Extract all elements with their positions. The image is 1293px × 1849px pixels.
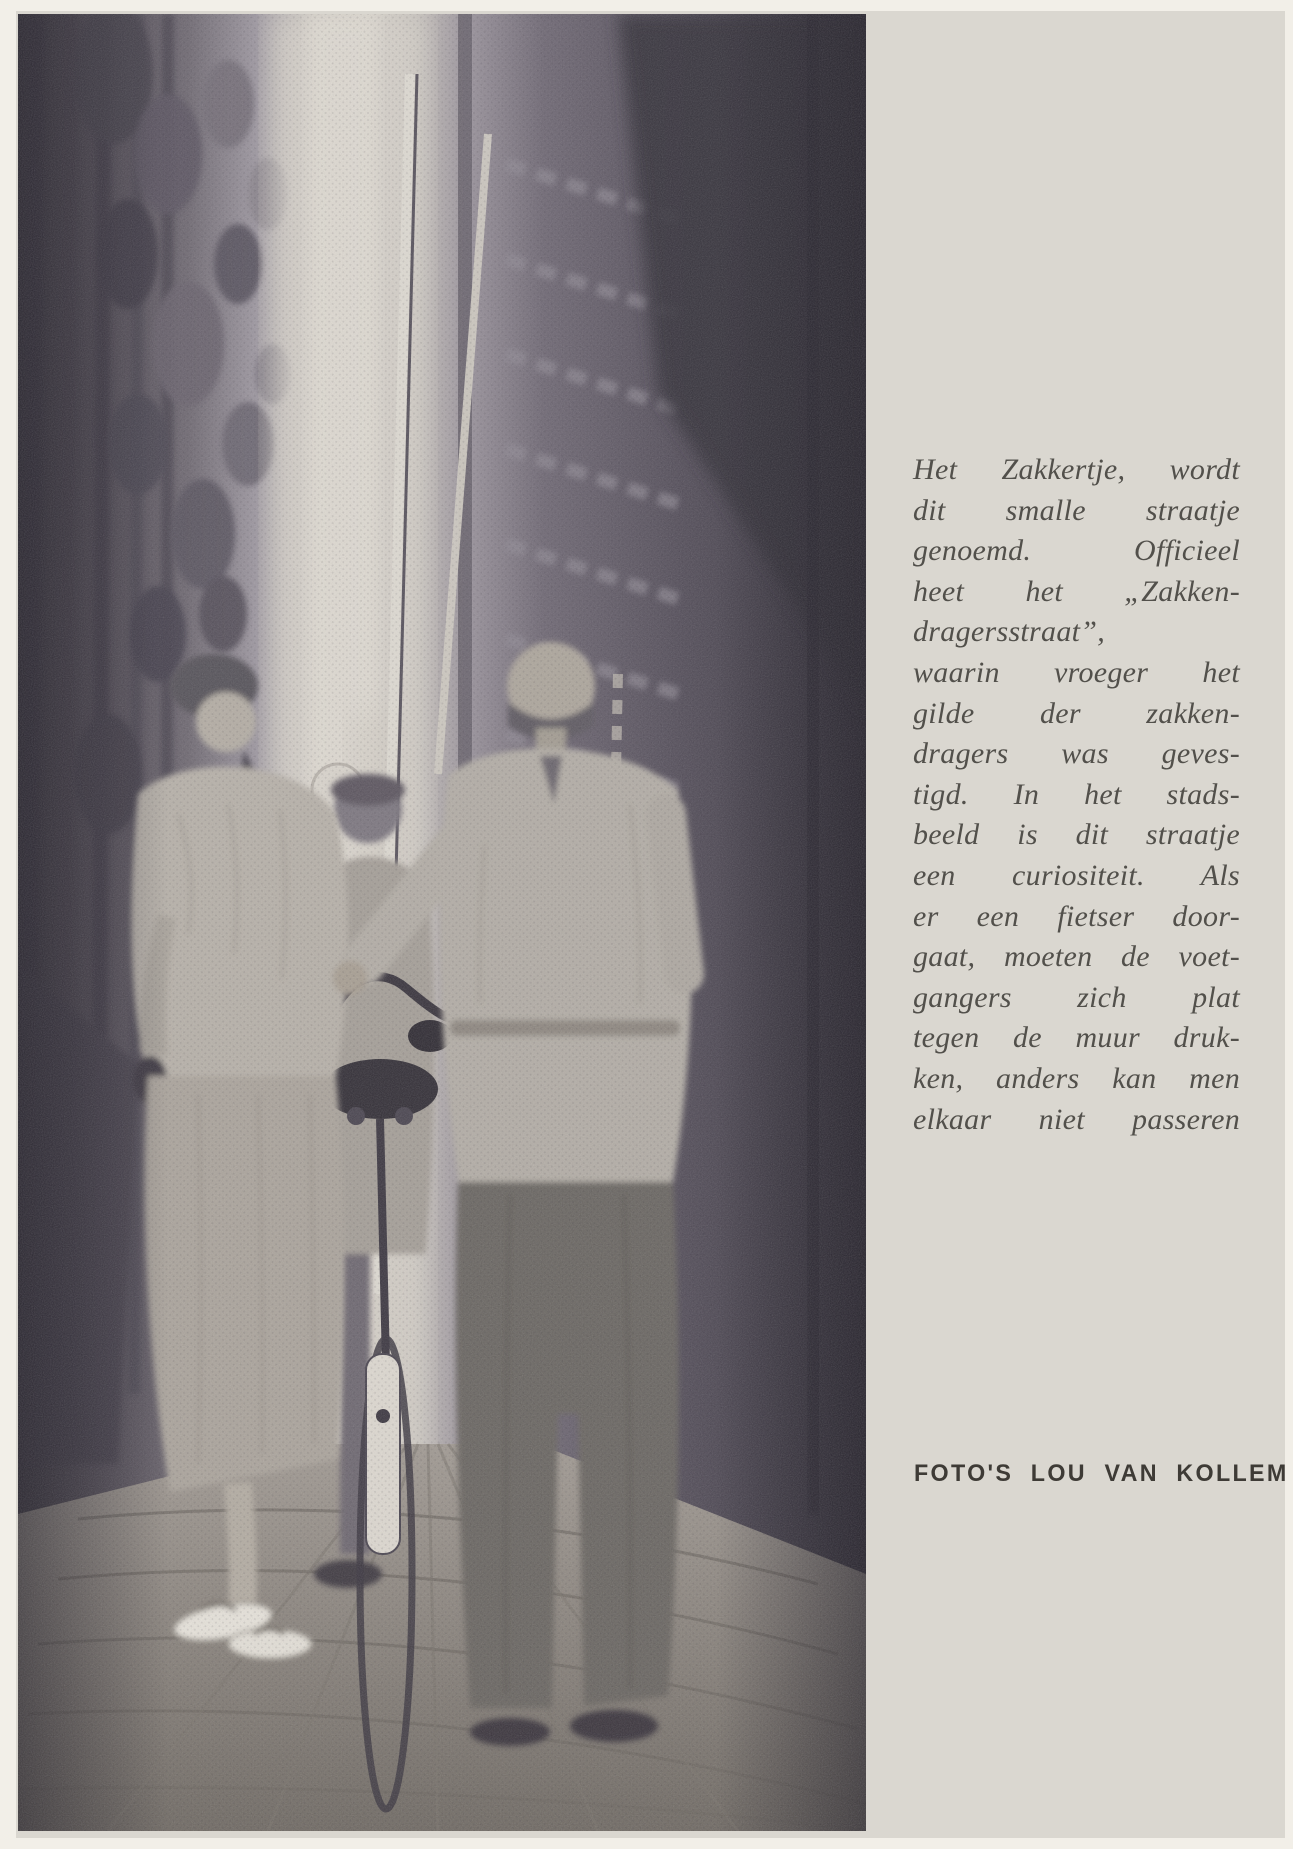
photo-credit: FOTO'S LOU VAN KOLLEM [914, 1460, 1289, 1487]
caption-line: gilde der zakken- [913, 696, 1240, 730]
caption-line: genoemd. Officieel [913, 534, 1240, 568]
grain-overlay [18, 14, 866, 1831]
caption-line: dit smalle straatje [913, 493, 1240, 527]
caption-line: elkaar niet passeren [913, 1102, 1240, 1136]
caption-line: dragersstraat”, [913, 615, 1106, 649]
caption-line: tigd. In het stads- [913, 777, 1240, 811]
caption-line: tegen de muur druk- [913, 1021, 1240, 1055]
caption-line: Het Zakkertje, wordt [913, 453, 1240, 486]
caption-text-column [913, 450, 1240, 1140]
caption-line: beeld is dit straatje [913, 818, 1240, 852]
alley-photo-svg [18, 14, 866, 1831]
caption-line: dragers was geves- [913, 737, 1240, 771]
caption-line: er een fietser door- [913, 899, 1240, 933]
caption-line: ken, anders kan men [913, 1061, 1240, 1095]
caption-line: een curiositeit. Als [913, 858, 1240, 892]
caption-line: waarin vroeger het [913, 655, 1240, 689]
caption-line: gangers zich plat [913, 980, 1240, 1014]
caption-line: gaat, moeten de voet- [913, 940, 1240, 974]
caption-line: heet het „Zakken- [913, 574, 1240, 608]
alley-photo [18, 14, 866, 1831]
